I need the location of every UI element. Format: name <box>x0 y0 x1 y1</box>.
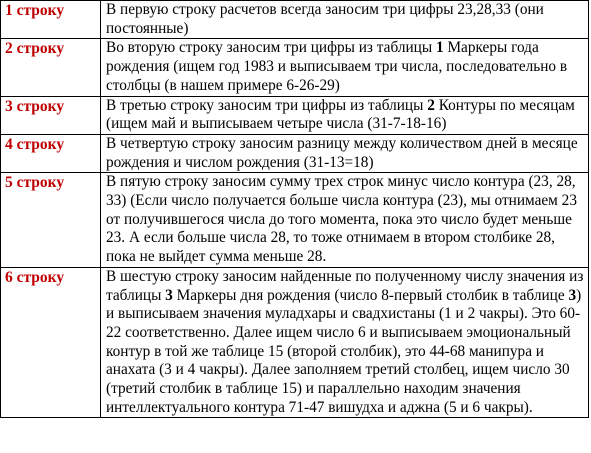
table-body <box>1 1 589 418</box>
description-text: Во вторую строку заносим три цифры из таблицы <box>106 39 436 57</box>
row-label: 1 строку <box>1 1 101 39</box>
table-row <box>1 267 589 418</box>
table-reference-number: 1 <box>435 39 444 57</box>
row-description <box>101 96 589 134</box>
table-row <box>1 173 589 268</box>
description-text: В шестую строку заносим найденные по полученному числу значения из таблицы <box>106 267 584 304</box>
description-text: Маркеры года рождения (ищем год 1983 и выписываем три числа, последовательно в столбцы (в нашем примере 6-26-29) <box>106 39 568 94</box>
description-text: В четвертую строку заносим разницу между количеством дней в месяце рождения и числом рождения (31-13=18) <box>106 134 578 171</box>
table-reference-number: 3 <box>568 286 577 304</box>
description-text: Маркеры дня рождения (число 8-первый столбик в таблице <box>172 286 569 304</box>
row-label: 2 строку <box>1 39 101 96</box>
description-text: ) и выписываем значения муладхары и свадхистаны (1 и 2 чакры). Это 60-22 соответственно. Далее ищем число 6 и выписываем эмоциональный контур в той же таблице 15 (второй столбик), это 44-68 манипура и анахата (3 и 4 чакры). Далее заполняем третий столбец, ищем число 30 (третий столбик в таблице 15) и параллельно находим значения интеллектуального контура 71-47 вишудха и аджна (5 и 6 чакры). <box>106 286 582 416</box>
table-row <box>1 1 589 39</box>
description-text: В первую строку расчетов всегда заносим три цифры 23,28,33 (они постоянные) <box>106 1 544 37</box>
table-row <box>1 134 589 172</box>
row-description <box>101 1 589 39</box>
row-description <box>101 134 589 172</box>
row-label: 3 строку <box>1 96 101 134</box>
description-text: Контуры по месяцам (ищем май и выписываем четыре числа (31-7-18-16) <box>106 96 575 133</box>
table-row <box>1 39 589 96</box>
description-text: В третью строку заносим три цифры из таблицы <box>106 96 428 114</box>
table-row <box>1 96 589 134</box>
row-description <box>101 267 589 418</box>
table-reference-number: 3 <box>165 286 173 304</box>
row-label: 5 строку <box>1 173 101 268</box>
table-reference-number: 2 <box>427 96 435 114</box>
description-text: В пятую строку заносим сумму трех строк минус число контура (23, 28, 33) (Если число получается больше числа контура (23), мы отнимаем 23 от получившегося числа до того момента, пока это число будет меньше 23. А если больше числа 28, то тоже отнимаем в втором столбике 28, пока не выйдет сумма меньше 28. <box>106 173 577 266</box>
row-description <box>101 173 589 268</box>
row-label: 6 строку <box>1 267 101 418</box>
row-label: 4 строку <box>1 134 101 172</box>
row-description <box>101 39 589 96</box>
